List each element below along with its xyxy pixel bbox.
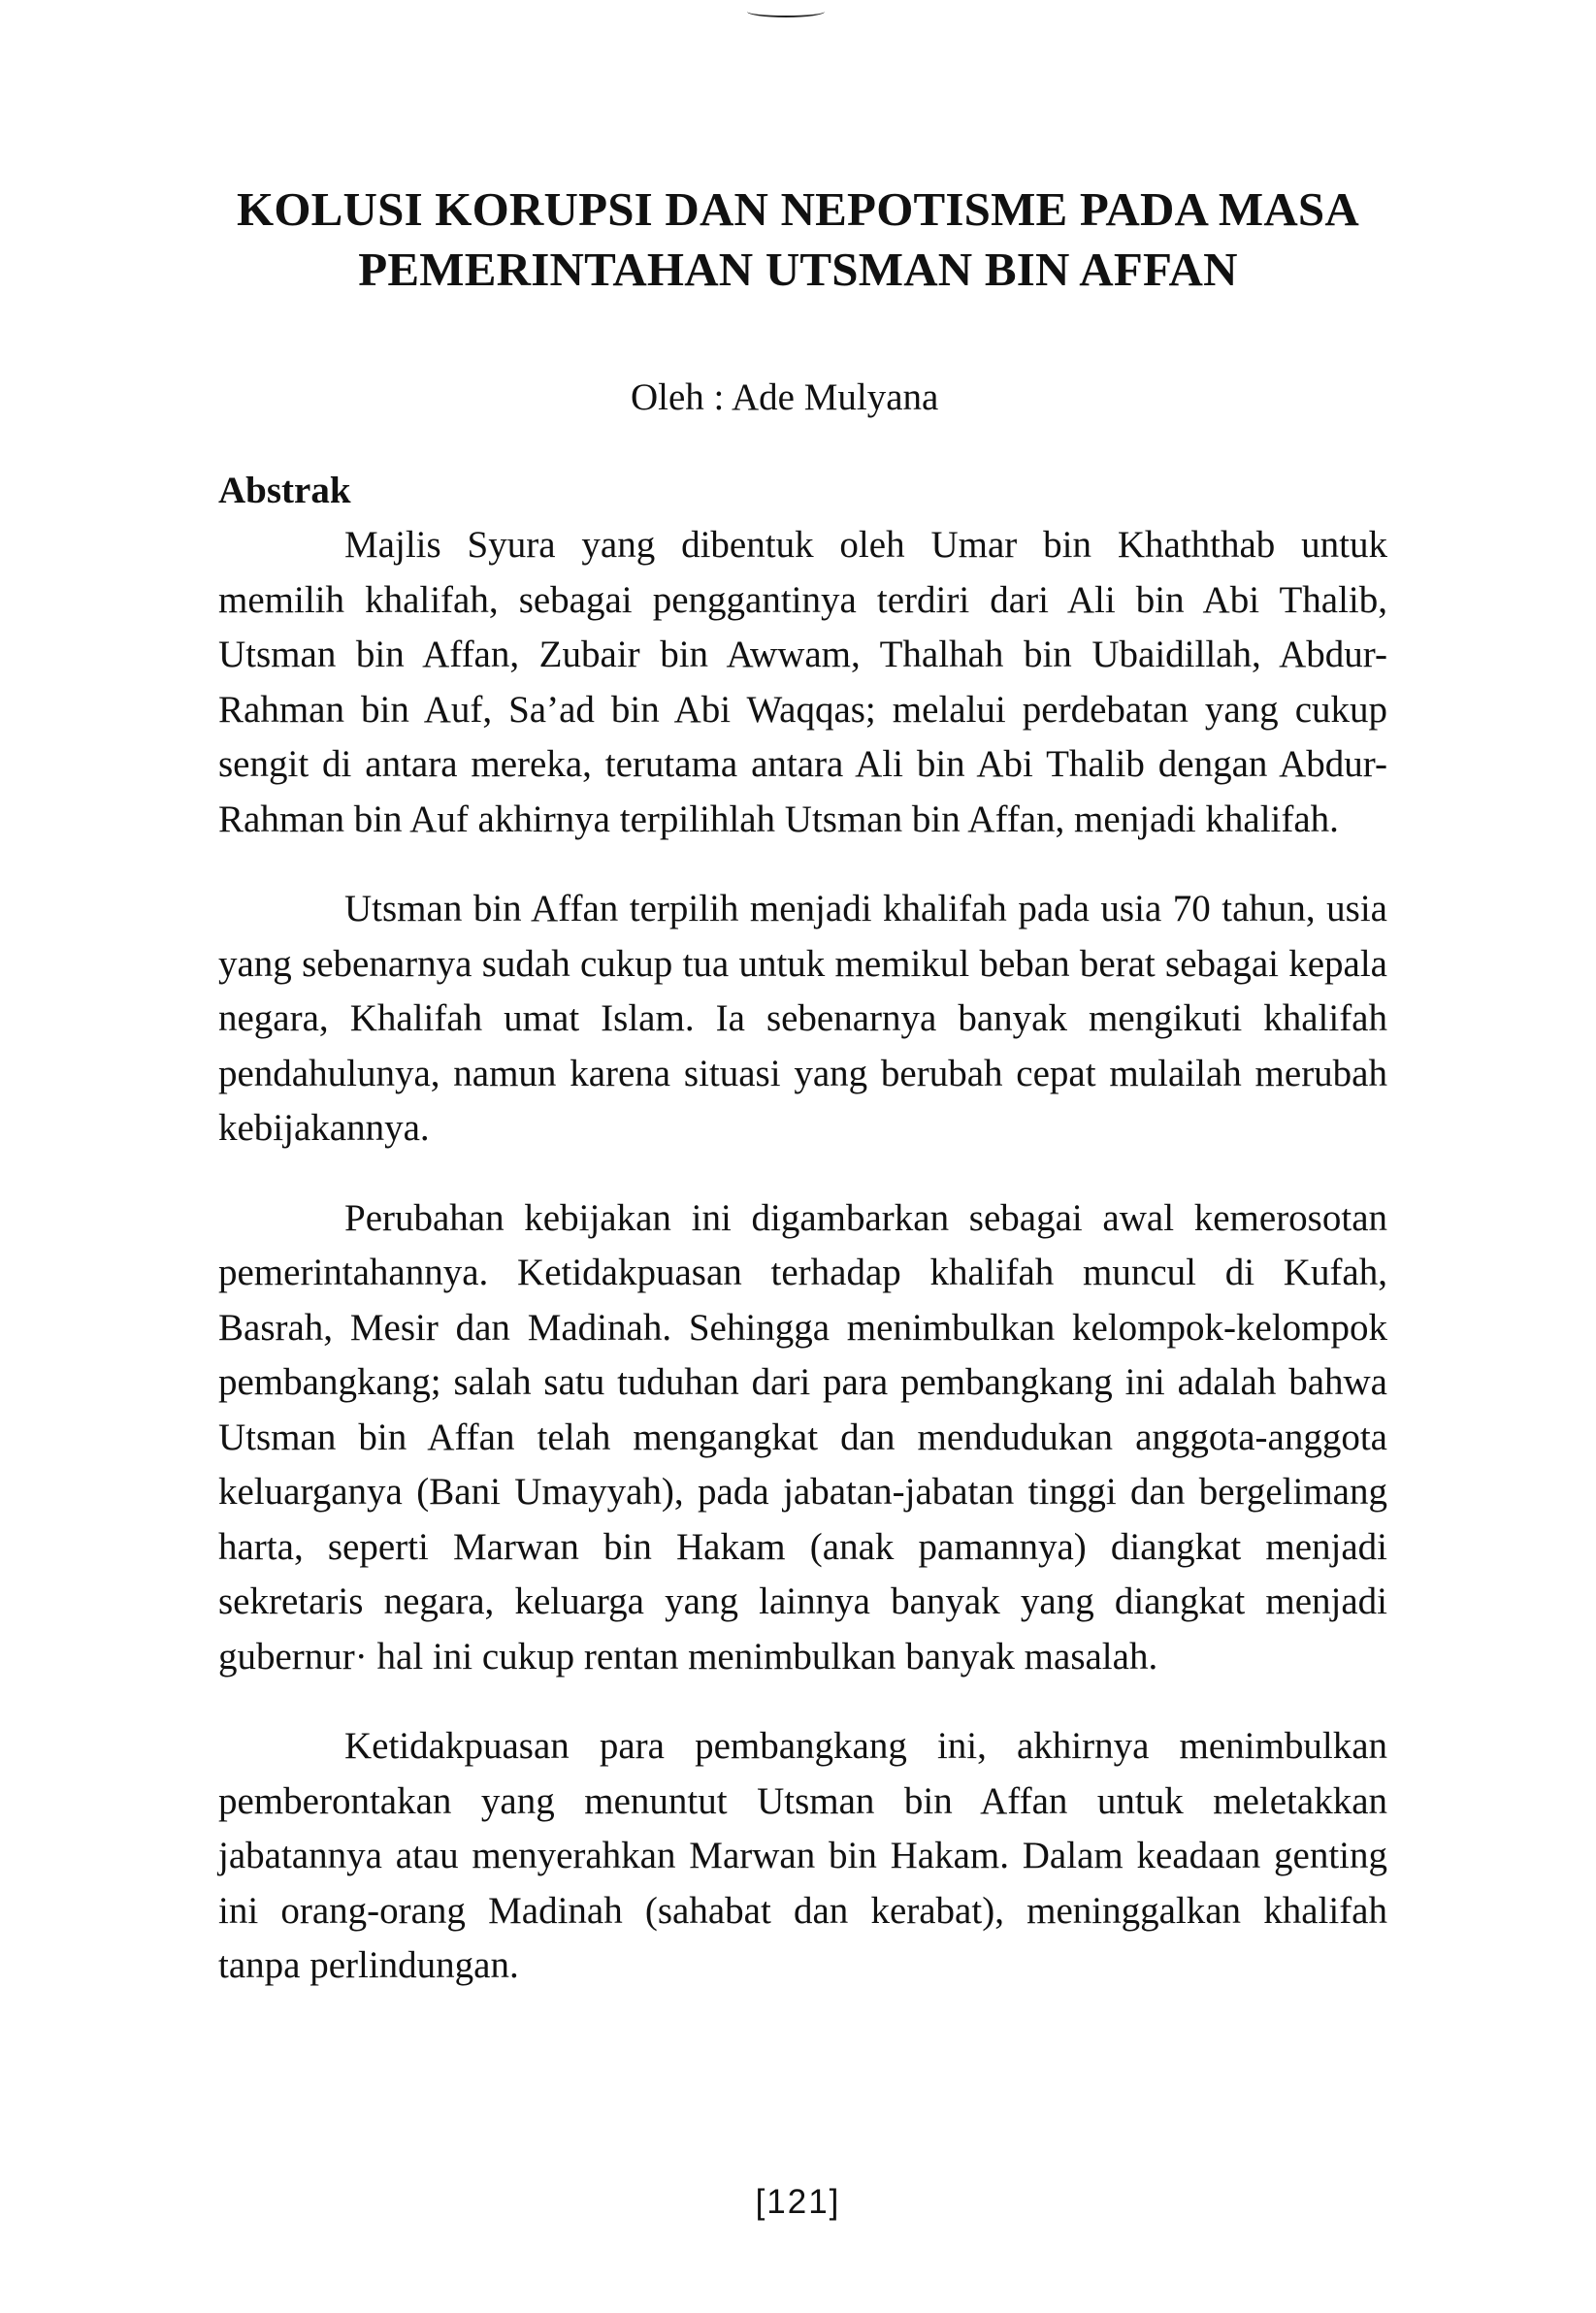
page-number: [121] — [755, 2183, 841, 2221]
paragraph-1: Majlis Syura yang dibentuk oleh Umar bin Khaththab untuk memilih khalifah, sebagai penggantinya terdiri dari Ali bin Abi Thalib, Utsman bin Affan, Zubair bin Awwam, Thalhah bin Ubaidillah, Abdur-Rahman bin Auf, Sa’ad bin Abi Waqqas; melalui perdebatan yang cukup sengit di antara mereka, terutama antara Ali bin Abi Thalib dengan Abdur-Rahman bin Auf akhirnya terpilihlah Utsman bin Affan, menjadi khalifah. — [218, 524, 1387, 840]
paragraph-3: Perubahan kebijakan ini digambarkan sebagai awal kemerosotan pemerintahannya. Ketidakpuasan terhadap khalifah muncul di Kufah, Basrah, Mesir dan Madinah. Sehingga menimbulkan kelompok-kelompok pembangkang; salah satu tuduhan dari para pembangkang ini adalah bahwa Utsman bin Affan telah mengangkat dan mendudukan anggota-anggota keluarganya (Bani Umayyah), pada jabatan-jabatan tinggi dan bergelimang harta, seperti Marwan bin Hakam (anak pamannya) diangkat menjadi sekretaris negara, keluarga yang lainnya banyak yang diangkat menjadi gubernur· hal ini cukup rentan menimbulkan banyak masalah. — [218, 1196, 1387, 1678]
scan-mark — [747, 6, 825, 17]
article-title — [194, 179, 1402, 300]
title-line-2: PEMERINTAHAN UTSMAN BIN AFFAN — [358, 243, 1238, 296]
article-body — [218, 464, 1387, 1994]
paragraph-2: Utsman bin Affan terpilih menjadi khalifah pada usia 70 tahun, usia yang sebenarnya sudah cukup tua untuk memikul beban berat sebagai kepala negara, Khalifah umat Islam. Ia sebenarnya banyak mengikuti khalifah pendahulunya, namun karena situasi yang berubah cepat mulailah merubah kebijakannya. — [218, 888, 1387, 1149]
title-line-1: KOLUSI KORUPSI DAN NEPOTISME PADA MASA — [237, 182, 1359, 236]
author-byline: Oleh : Ade Mulyana — [631, 376, 939, 418]
paragraph-4: Ketidakpuasan para pembangkang ini, akhirnya menimbulkan pemberontakan yang menuntut Utsman bin Affan untuk meletakkan jabatannya atau menyerahkan Marwan bin Hakam. Dalam keadaan genting ini orang-orang Madinah (sahabat dan kerabat), meninggalkan khalifah tanpa perlindungan. — [218, 1725, 1387, 1986]
abstract-heading: Abstrak — [218, 470, 351, 511]
